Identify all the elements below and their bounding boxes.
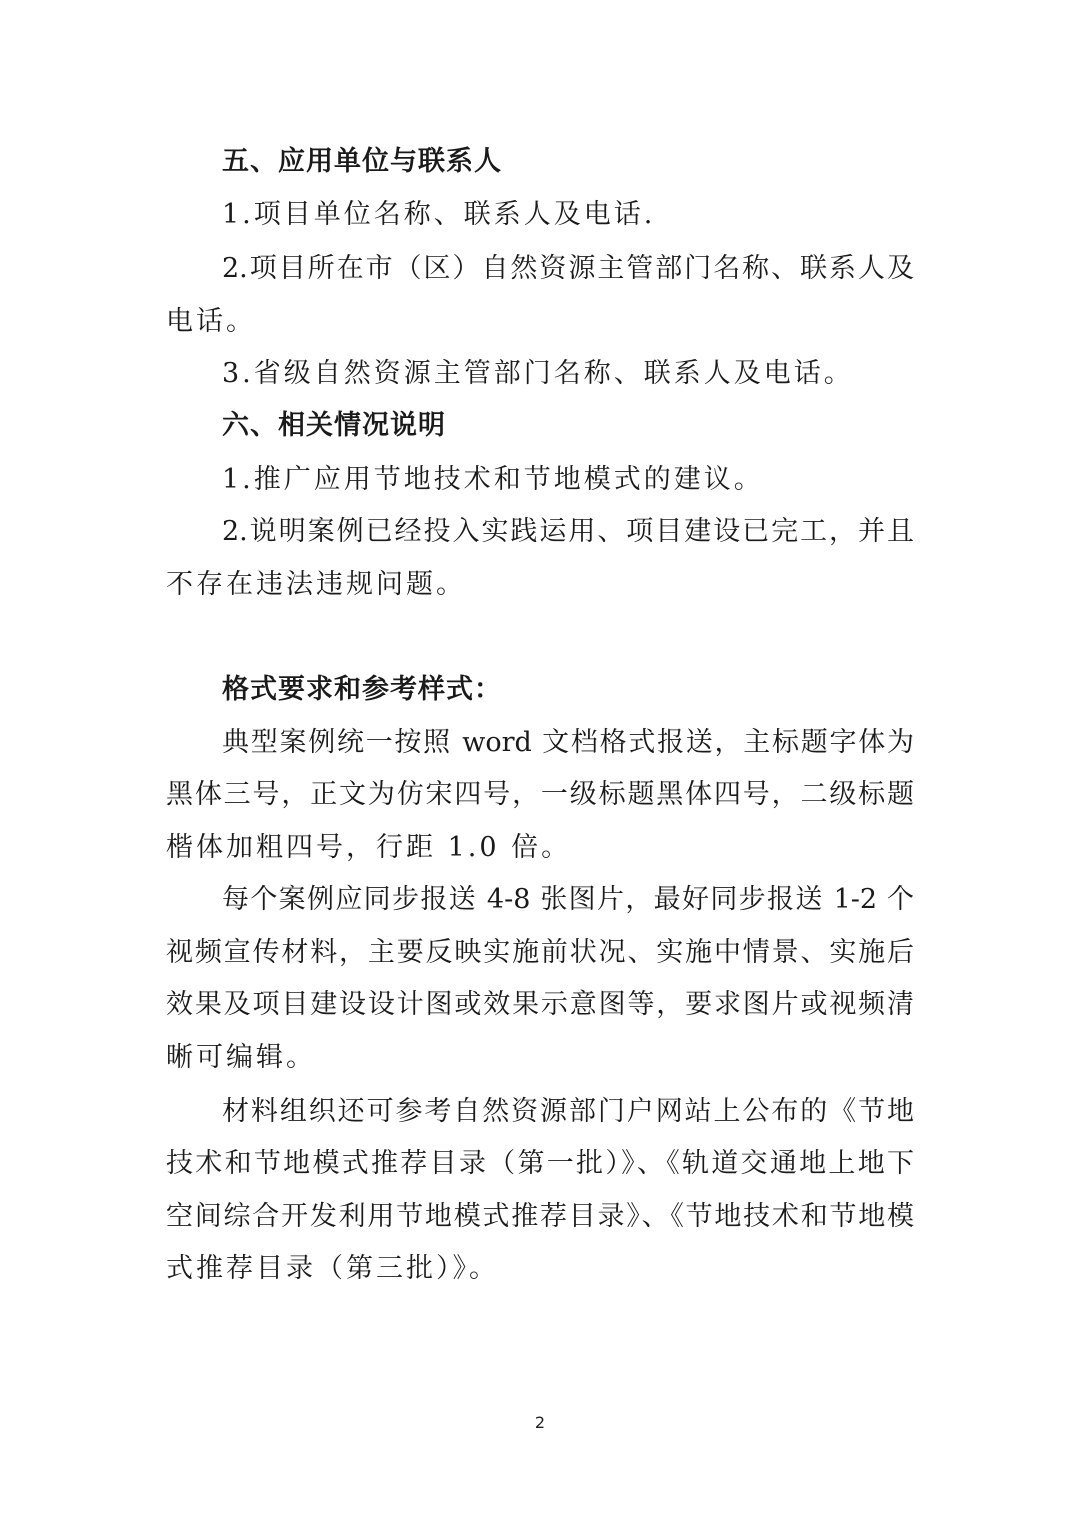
- format-para-2-line-1: 每个案例应同步报送 4-8 张图片，最好同步报送 1-2 个: [222, 884, 914, 915]
- contacts-item-2-line-2: 电话。: [166, 306, 256, 337]
- notes-item-2-line-2: 不存在违法违规问题。: [166, 569, 466, 600]
- format-para-2-line-2: 视频宣传材料，主要反映实施前状况、实施中情景、实施后: [166, 937, 914, 968]
- format-para-3-line-1: 材料组织还可参考自然资源部门户网站上公布的《节地: [222, 1096, 914, 1127]
- format-para-1-line-1: 典型案例统一按照 word 文档格式报送，主标题字体为: [222, 727, 914, 758]
- format-para-3-line-2: 技术和节地模式推荐目录（第一批）》、《轨道交通地上地下: [166, 1148, 914, 1179]
- page-number: 2: [534, 1413, 546, 1432]
- format-para-2-line-3: 效果及项目建设设计图或效果示意图等，要求图片或视频清: [166, 989, 914, 1020]
- section-heading-notes: 六、相关情况说明: [222, 410, 446, 441]
- contacts-item-2-line-1: 2.项目所在市（区）自然资源主管部门名称、联系人及: [222, 253, 914, 284]
- section-heading-contacts: 五、应用单位与联系人: [222, 146, 502, 177]
- contacts-item-1: 1.项目单位名称、联系人及电话.: [222, 199, 656, 230]
- format-para-3-line-3: 空间综合开发利用节地模式推荐目录》、《节地技术和节地模: [166, 1201, 914, 1232]
- format-para-2-line-4: 晰可编辑。: [166, 1042, 316, 1073]
- section-heading-format: 格式要求和参考样式：: [222, 674, 502, 705]
- format-para-1-line-2: 黑体三号，正文为仿宋四号，一级标题黑体四号，二级标题: [166, 779, 914, 810]
- contacts-item-3: 3.省级自然资源主管部门名称、联系人及电话。: [222, 358, 854, 389]
- format-para-1-line-3: 楷体加粗四号，行距 1.0 倍。: [166, 832, 572, 863]
- notes-item-1: 1.推广应用节地技术和节地模式的建议。: [222, 464, 764, 495]
- notes-item-2-line-1: 2.说明案例已经投入实践运用、项目建设已完工，并且: [222, 516, 914, 547]
- format-para-3-line-4: 式推荐目录（第三批）》。: [166, 1253, 499, 1284]
